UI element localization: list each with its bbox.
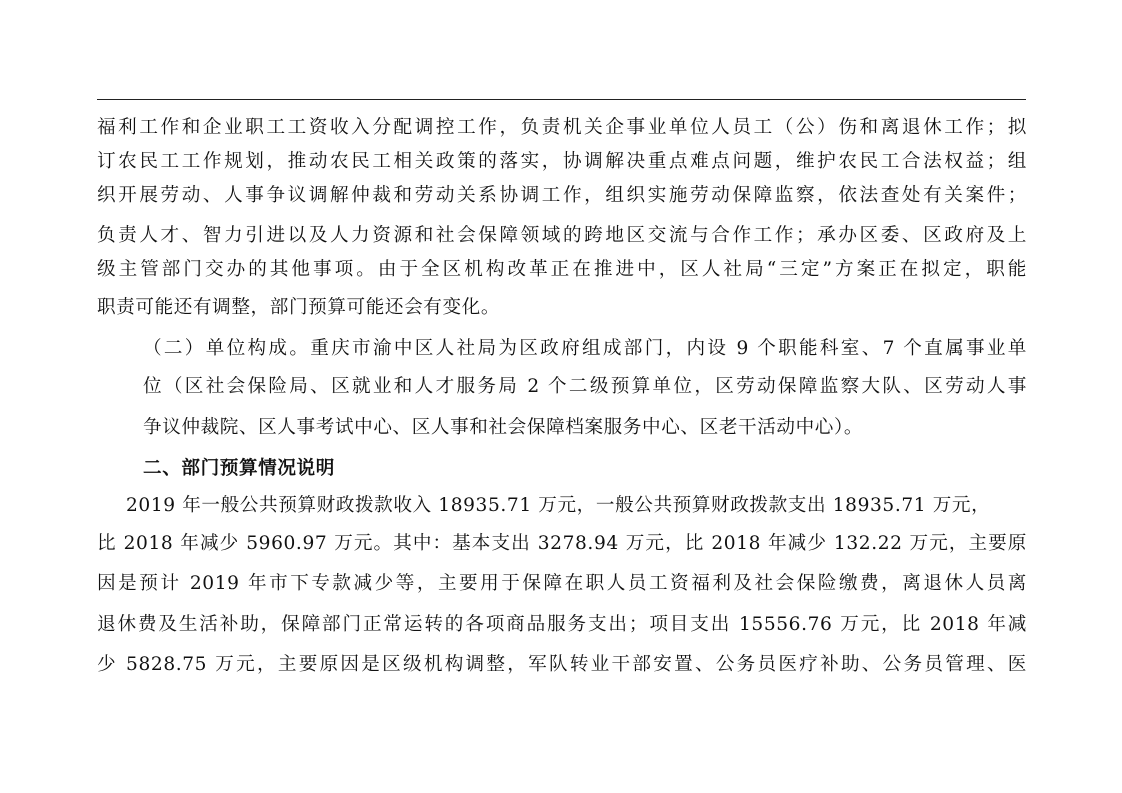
- paragraph3-line-4: 退休费及生活补助，保障部门正常运转的各项商品服务支出；项目支出 15556.76 万元，比 2018 年减: [97, 614, 1027, 635]
- paragraph2-line-1: （二）单位构成。重庆市渝中区人社局为区政府组成部门，内设 9 个职能科室、7 个直属事业单: [143, 338, 1027, 359]
- paragraph1-line-5: 级主管部门交办的其他事项。由于全区机构改革正在推进中，区人社局“三定”方案正在拟定，职能: [97, 259, 1027, 280]
- paragraph3-line-2: 比 2018 年减少 5960.97 万元。其中：基本支出 3278.94 万元，比 2018 年减少 132.22 万元，主要原: [97, 533, 1027, 554]
- section-heading: 二、部门预算情况说明: [143, 458, 335, 479]
- paragraph1-line-4: 负责人才、智力引进以及人力资源和社会保障领域的跨地区交流与合作工作；承办区委、区政府及上: [97, 225, 1027, 246]
- paragraph3-line-1: 2019 年一般公共预算财政拨款收入 18935.71 万元，一般公共预算财政拨款支出 18935.71 万元，: [126, 495, 991, 516]
- paragraph2-line-3: 争议仲裁院、区人事考试中心、区人事和社会保障档案服务中心、区老干活动中心）。: [143, 417, 864, 438]
- paragraph1-line-6: 职责可能还有调整，部门预算可能还会有变化。: [97, 297, 501, 318]
- paragraph3-line-3: 因是预计 2019 年市下专款减少等，主要用于保障在职人员工资福利及社会保险缴费，离退休人员离: [97, 573, 1027, 594]
- paragraph1-line-2: 订农民工工作规划，推动农民工相关政策的落实，协调解决重点难点问题，维护农民工合法权益；组: [97, 151, 1027, 172]
- paragraph3-line-5: 少 5828.75 万元，主要原因是区级机构调整，军队转业干部安置、公务员医疗补助、公务员管理、医: [97, 654, 1027, 675]
- paragraph1-line-3: 织开展劳动、人事争议调解仲裁和劳动关系协调工作，组织实施劳动保障监察，依法查处有关案件；: [97, 185, 1027, 206]
- header-rule: [97, 99, 1026, 100]
- paragraph2-line-2: 位（区社会保险局、区就业和人才服务局 2 个二级预算单位，区劳动保障监察大队、区劳动人事: [143, 376, 1027, 397]
- paragraph1-line-1: 福利工作和企业职工工资收入分配调控工作，负责机关企事业单位人员工（公）伤和离退休工作；拟: [97, 117, 1027, 138]
